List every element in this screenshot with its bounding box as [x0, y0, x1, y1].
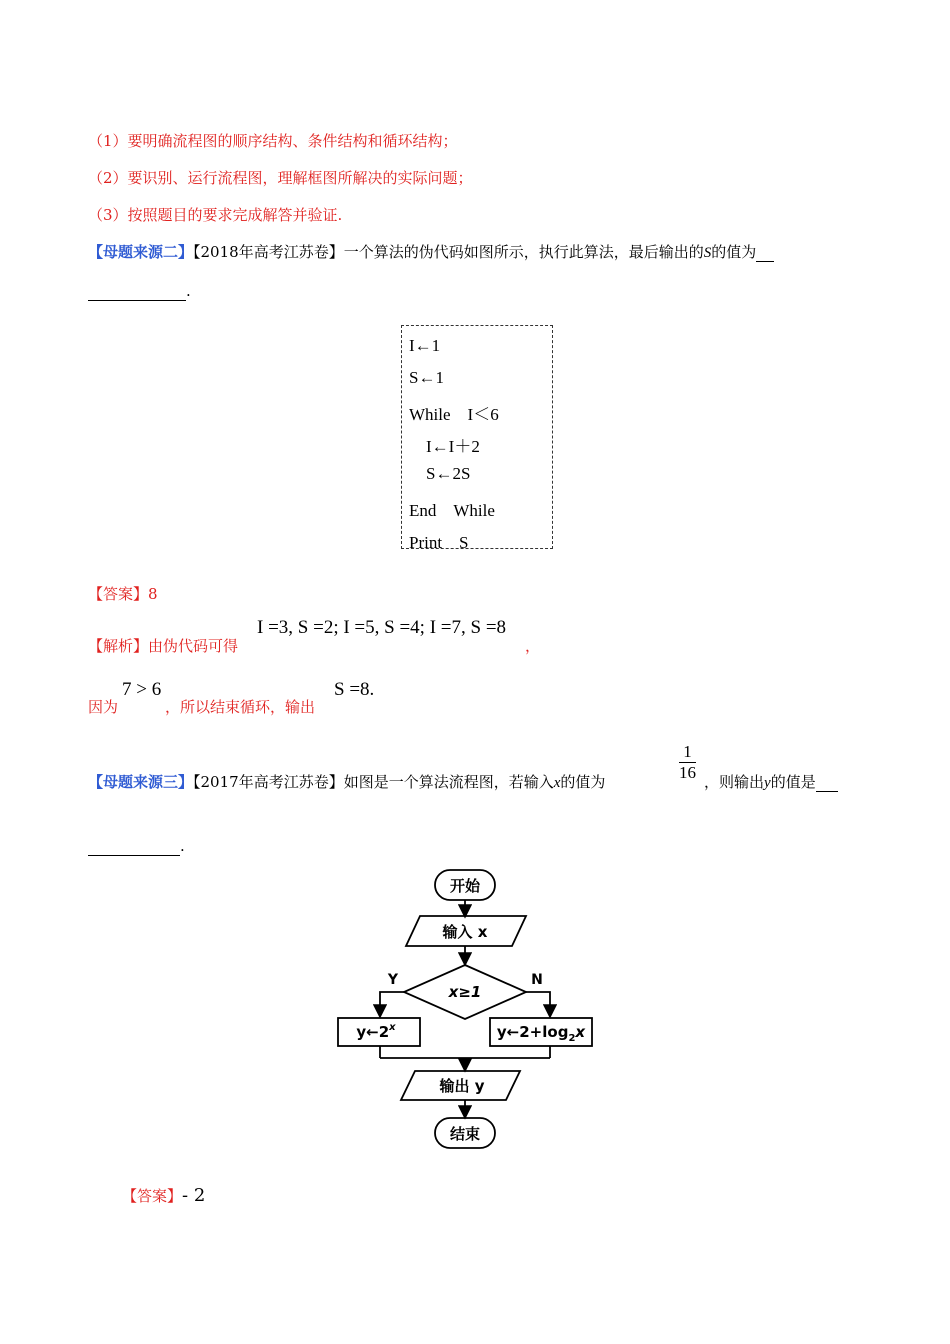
analysis-math-2: 7 > 6: [122, 679, 162, 700]
q3-source: 【2017年高考江苏卷】: [193, 773, 344, 791]
analysis-math-1: I =3, S =2; I =5, S =4; I =7, S =8: [257, 617, 507, 638]
code-line-4: I←I＋2: [426, 437, 480, 456]
analysis-label-line: [88, 635, 238, 656]
answer-3: [122, 1185, 205, 1206]
code-line-3: While I＜6: [409, 405, 499, 424]
q2-blank-line: .: [88, 282, 191, 301]
decision-label: x≥1: [448, 983, 482, 1001]
q3-blank-a: [816, 773, 838, 792]
analysis-label: 【解析】: [88, 637, 149, 655]
q2-tag: 【母题来源二】: [88, 243, 194, 261]
analysis-text-2a: 因为: [88, 698, 119, 716]
no-label: N: [531, 972, 543, 988]
question-2: [88, 241, 774, 262]
answer-2-value: 8: [148, 585, 158, 603]
analysis-text-1: 由伪代码可得: [148, 637, 239, 655]
q3-blank-b: [88, 837, 180, 856]
code-line-2: S←1: [409, 368, 444, 387]
yes-label: Y: [387, 972, 399, 988]
q2-blank-b: [88, 282, 186, 301]
q3-text-4: 的值是: [770, 773, 816, 791]
question-3: [88, 771, 605, 792]
q3-var-y: y: [764, 775, 771, 791]
question-3-cont: [704, 771, 838, 792]
q3-tag: 【母题来源三】: [88, 773, 194, 791]
q3-fraction: [679, 742, 696, 783]
q3-text-2: 的值为: [560, 773, 606, 791]
code-line-5: S←2S: [426, 464, 471, 483]
code-line-6: End While: [409, 501, 495, 520]
code-line-7: Print S: [409, 533, 469, 552]
analysis-comma: ，: [525, 637, 541, 655]
right-box-label: $y\leftarrow 2+\log_2x$: [496, 1023, 586, 1044]
q2-source: 【2018年高考江苏卷】: [193, 243, 344, 261]
q3-var-x: x: [553, 775, 561, 791]
code-line-1: I←1: [409, 336, 441, 355]
pseudocode-box: [401, 325, 553, 552]
analysis-text-2b: ，所以结束循环，输出: [165, 698, 316, 716]
q2-text-after: 的值为: [711, 243, 757, 261]
fraction-numerator: 1: [679, 742, 696, 763]
analysis-math-3: S =8.: [334, 679, 375, 700]
q3-text-3: ，则输出: [704, 773, 765, 791]
point-2: （2）要识别、运行流程图，理解框图所解决的实际问题；: [88, 169, 473, 187]
start-label: 开始: [449, 877, 481, 895]
q3-blank-line: .: [88, 837, 185, 856]
answer-2-label: 【答案】: [88, 585, 149, 603]
q3-text-1: 如图是一个算法流程图，若输入: [343, 773, 554, 791]
end-label: 结束: [449, 1125, 481, 1143]
q2-blank-a: [756, 243, 774, 262]
answer-3-label: 【答案】: [122, 1187, 183, 1205]
point-1: （1）要明确流程图的顺序结构、条件结构和循环结构；: [88, 132, 458, 150]
flowchart: [330, 860, 610, 1160]
fraction-denominator: 16: [679, 763, 696, 782]
q2-var: S: [703, 245, 712, 261]
answer-2: [88, 583, 158, 604]
output-label: 输出 y: [439, 1077, 485, 1095]
input-label: 输入 x: [442, 923, 488, 941]
point-3: （3）按照题目的要求完成解答并验证.: [88, 206, 343, 224]
left-box-label: y←2$^x$: [356, 1022, 396, 1041]
answer-3-value: - 2: [182, 1185, 206, 1206]
q2-text: 一个算法的伪代码如图所示，执行此算法，最后输出的: [343, 243, 704, 261]
